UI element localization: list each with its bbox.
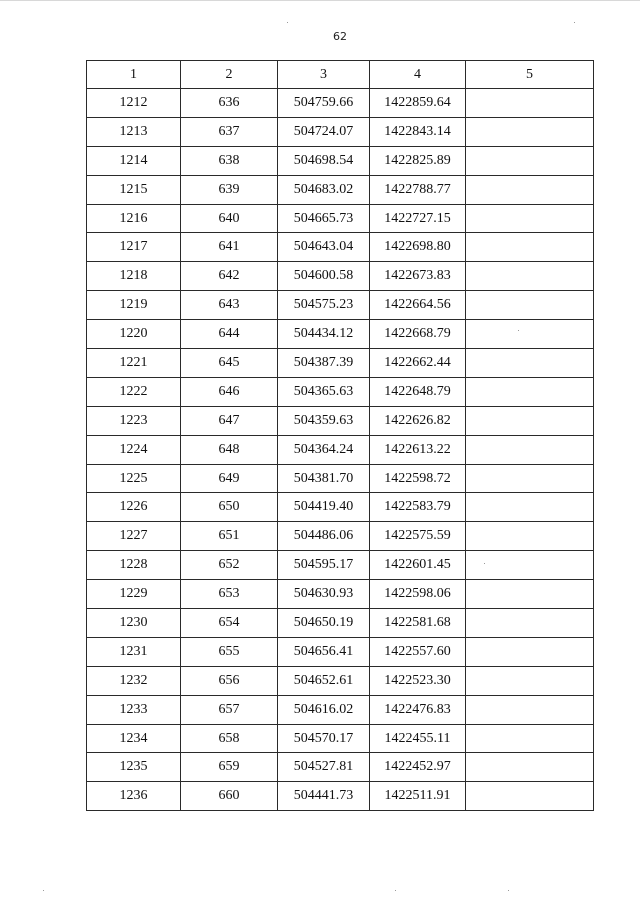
table-row <box>87 233 594 262</box>
table-row <box>87 753 594 782</box>
table-cell-col-5 <box>466 782 594 811</box>
scan-speck <box>287 22 288 23</box>
table-cell-col-1: 1221 <box>87 349 181 378</box>
table-cell-col-2: 656 <box>181 666 278 695</box>
table-cell-col-2: 640 <box>181 204 278 233</box>
table-cell-col-5 <box>466 349 594 378</box>
table-cell-col-5 <box>466 724 594 753</box>
table-cell-col-1: 1215 <box>87 175 181 204</box>
table-cell-col-5 <box>466 262 594 291</box>
table-cell-col-2: 641 <box>181 233 278 262</box>
table-cell-col-3: 504600.58 <box>278 262 370 291</box>
table-cell-col-2: 650 <box>181 493 278 522</box>
table-cell-col-3: 504724.07 <box>278 117 370 146</box>
scan-speck <box>574 22 575 23</box>
table-cell-col-4: 1422664.56 <box>370 291 466 320</box>
table-cell-col-4: 1422511.91 <box>370 782 466 811</box>
table-cell-col-2: 659 <box>181 753 278 782</box>
table-row <box>87 204 594 233</box>
table-cell-col-2: 643 <box>181 291 278 320</box>
table-cell-col-2: 657 <box>181 695 278 724</box>
table-cell-col-5 <box>466 233 594 262</box>
table-row <box>87 522 594 551</box>
table-cell-col-2: 660 <box>181 782 278 811</box>
table-row <box>87 493 594 522</box>
table-cell-col-5 <box>466 291 594 320</box>
table-row <box>87 435 594 464</box>
table-cell-col-4: 1422598.06 <box>370 580 466 609</box>
table-cell-col-2: 648 <box>181 435 278 464</box>
table-cell-col-5 <box>466 320 594 349</box>
table-cell-col-2: 638 <box>181 146 278 175</box>
table-cell-col-5 <box>466 117 594 146</box>
table-cell-col-5 <box>466 695 594 724</box>
scan-speck <box>43 890 44 891</box>
table-cell-col-4: 1422698.80 <box>370 233 466 262</box>
table-cell-col-4: 1422455.11 <box>370 724 466 753</box>
table-cell-col-3: 504630.93 <box>278 580 370 609</box>
table-cell-col-3: 504683.02 <box>278 175 370 204</box>
table-cell-col-1: 1222 <box>87 377 181 406</box>
table-cell-col-1: 1223 <box>87 406 181 435</box>
table-cell-col-1: 1224 <box>87 435 181 464</box>
table-cell-col-3: 504698.54 <box>278 146 370 175</box>
table-row <box>87 377 594 406</box>
table-row <box>87 291 594 320</box>
table-cell-col-4: 1422673.83 <box>370 262 466 291</box>
table-cell-col-4: 1422859.64 <box>370 89 466 118</box>
table-row <box>87 175 594 204</box>
table-row <box>87 349 594 378</box>
table-cell-col-5 <box>466 493 594 522</box>
table-cell-col-1: 1230 <box>87 609 181 638</box>
table-row <box>87 551 594 580</box>
scan-speck <box>484 563 485 564</box>
table-cell-col-4: 1422583.79 <box>370 493 466 522</box>
table-cell-col-3: 504570.17 <box>278 724 370 753</box>
table-cell-col-5 <box>466 146 594 175</box>
column-header-5: 5 <box>466 61 594 89</box>
table-cell-col-2: 654 <box>181 609 278 638</box>
table-cell-col-4: 1422601.45 <box>370 551 466 580</box>
table-cell-col-2: 658 <box>181 724 278 753</box>
coordinates-table <box>86 60 594 811</box>
table-cell-col-2: 639 <box>181 175 278 204</box>
table-cell-col-3: 504419.40 <box>278 493 370 522</box>
table-cell-col-4: 1422662.44 <box>370 349 466 378</box>
table-cell-col-1: 1235 <box>87 753 181 782</box>
table-cell-col-4: 1422825.89 <box>370 146 466 175</box>
table-row <box>87 637 594 666</box>
table-cell-col-2: 651 <box>181 522 278 551</box>
table-cell-col-1: 1214 <box>87 146 181 175</box>
table-cell-col-2: 646 <box>181 377 278 406</box>
table-cell-col-5 <box>466 753 594 782</box>
table-cell-col-5 <box>466 377 594 406</box>
table-cell-col-2: 636 <box>181 89 278 118</box>
table-cell-col-1: 1236 <box>87 782 181 811</box>
table-cell-col-5 <box>466 406 594 435</box>
table-cell-col-4: 1422843.14 <box>370 117 466 146</box>
table-cell-col-2: 653 <box>181 580 278 609</box>
table-cell-col-3: 504365.63 <box>278 377 370 406</box>
table-cell-col-4: 1422452.97 <box>370 753 466 782</box>
table-cell-col-4: 1422523.30 <box>370 666 466 695</box>
table-cell-col-1: 1217 <box>87 233 181 262</box>
scan-speck <box>508 890 509 891</box>
column-header-1: 1 <box>87 61 181 89</box>
table-cell-col-2: 644 <box>181 320 278 349</box>
scan-speck <box>518 330 519 331</box>
table-cell-col-5 <box>466 89 594 118</box>
table-row <box>87 262 594 291</box>
table-cell-col-3: 504434.12 <box>278 320 370 349</box>
table-cell-col-1: 1231 <box>87 637 181 666</box>
scan-edge-line <box>0 0 640 1</box>
table-cell-col-3: 504643.04 <box>278 233 370 262</box>
table-row <box>87 464 594 493</box>
table-cell-col-3: 504656.41 <box>278 637 370 666</box>
table-cell-col-5 <box>466 435 594 464</box>
table-cell-col-1: 1226 <box>87 493 181 522</box>
table-cell-col-3: 504759.66 <box>278 89 370 118</box>
table-cell-col-4: 1422727.15 <box>370 204 466 233</box>
table-cell-col-5 <box>466 464 594 493</box>
header-row <box>87 61 594 89</box>
table-row <box>87 609 594 638</box>
table-cell-col-3: 504364.24 <box>278 435 370 464</box>
table-cell-col-2: 649 <box>181 464 278 493</box>
table-cell-col-3: 504381.70 <box>278 464 370 493</box>
table-cell-col-4: 1422557.60 <box>370 637 466 666</box>
table-row <box>87 406 594 435</box>
column-header-4: 4 <box>370 61 466 89</box>
table-cell-col-3: 504527.81 <box>278 753 370 782</box>
table-cell-col-3: 504652.61 <box>278 666 370 695</box>
table-cell-col-1: 1213 <box>87 117 181 146</box>
column-header-2: 2 <box>181 61 278 89</box>
table-row <box>87 695 594 724</box>
table-cell-col-4: 1422581.68 <box>370 609 466 638</box>
table-cell-col-1: 1218 <box>87 262 181 291</box>
page-number: 62 <box>333 30 347 43</box>
table-cell-col-1: 1227 <box>87 522 181 551</box>
table-cell-col-5 <box>466 666 594 695</box>
table-cell-col-2: 637 <box>181 117 278 146</box>
table-row <box>87 320 594 349</box>
table-row <box>87 666 594 695</box>
table-cell-col-1: 1219 <box>87 291 181 320</box>
table-cell-col-1: 1212 <box>87 89 181 118</box>
table-cell-col-1: 1228 <box>87 551 181 580</box>
table-cell-col-2: 655 <box>181 637 278 666</box>
table-cell-col-4: 1422668.79 <box>370 320 466 349</box>
table-cell-col-1: 1232 <box>87 666 181 695</box>
table-cell-col-3: 504665.73 <box>278 204 370 233</box>
table-cell-col-4: 1422613.22 <box>370 435 466 464</box>
table-cell-col-3: 504616.02 <box>278 695 370 724</box>
table-cell-col-3: 504575.23 <box>278 291 370 320</box>
table-header <box>87 61 594 89</box>
table-row <box>87 782 594 811</box>
table-cell-col-4: 1422626.82 <box>370 406 466 435</box>
table-cell-col-4: 1422788.77 <box>370 175 466 204</box>
table-cell-col-1: 1225 <box>87 464 181 493</box>
table-cell-col-5 <box>466 204 594 233</box>
table-cell-col-1: 1233 <box>87 695 181 724</box>
table-cell-col-2: 647 <box>181 406 278 435</box>
table-cell-col-2: 642 <box>181 262 278 291</box>
table-cell-col-3: 504486.06 <box>278 522 370 551</box>
table-body <box>87 89 594 811</box>
table-cell-col-4: 1422598.72 <box>370 464 466 493</box>
table-cell-col-3: 504441.73 <box>278 782 370 811</box>
table-cell-col-1: 1216 <box>87 204 181 233</box>
table-row <box>87 89 594 118</box>
table-cell-col-5 <box>466 175 594 204</box>
table-cell-col-3: 504359.63 <box>278 406 370 435</box>
table-cell-col-2: 645 <box>181 349 278 378</box>
table-cell-col-5 <box>466 580 594 609</box>
table-cell-col-2: 652 <box>181 551 278 580</box>
table-cell-col-4: 1422575.59 <box>370 522 466 551</box>
table-cell-col-4: 1422648.79 <box>370 377 466 406</box>
table-cell-col-5 <box>466 522 594 551</box>
table-cell-col-1: 1220 <box>87 320 181 349</box>
table-row <box>87 146 594 175</box>
table-cell-col-3: 504595.17 <box>278 551 370 580</box>
table-cell-col-3: 504650.19 <box>278 609 370 638</box>
table-cell-col-5 <box>466 551 594 580</box>
table-row <box>87 580 594 609</box>
table-cell-col-5 <box>466 637 594 666</box>
scan-speck <box>395 890 396 891</box>
table-cell-col-3: 504387.39 <box>278 349 370 378</box>
table-cell-col-1: 1234 <box>87 724 181 753</box>
table-cell-col-1: 1229 <box>87 580 181 609</box>
table-cell-col-5 <box>466 609 594 638</box>
column-header-3: 3 <box>278 61 370 89</box>
table-row <box>87 117 594 146</box>
table-row <box>87 724 594 753</box>
table-cell-col-4: 1422476.83 <box>370 695 466 724</box>
